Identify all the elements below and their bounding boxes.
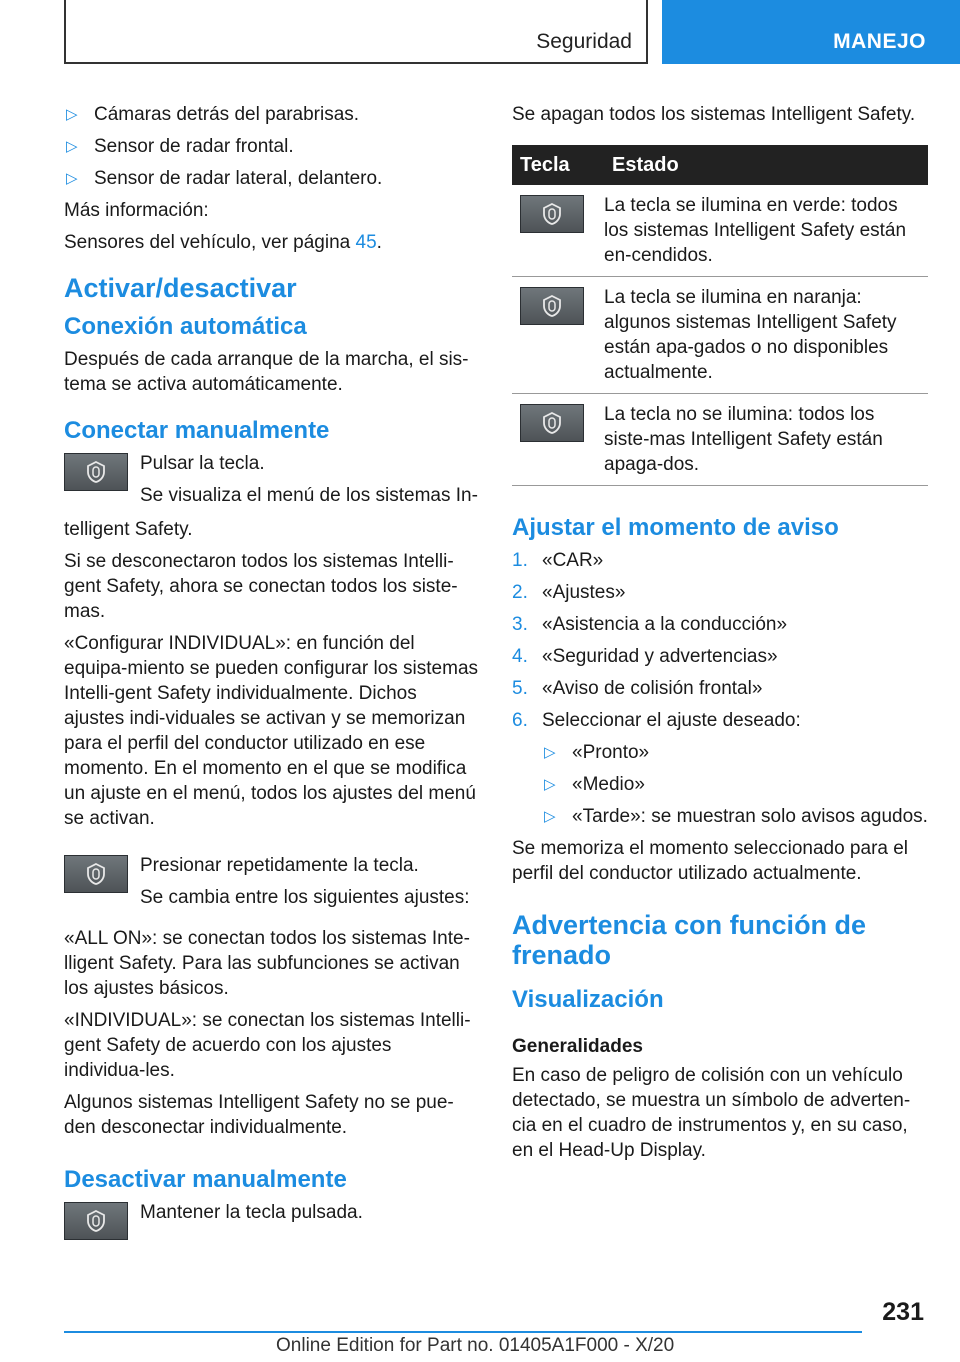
triangle-right-icon: ▷ [544,744,556,761]
triangle-right-icon: ▷ [66,138,78,155]
intelligent-safety-key-icon [520,404,584,442]
repeat-step-2: Se cambia entre los siguientes ajustes: [140,887,470,908]
triangle-right-icon: ▷ [66,106,78,123]
triangle-right-icon: ▷ [544,776,556,793]
table-row [512,185,928,277]
table-header-key: Tecla [512,145,604,185]
key-status-table [512,145,928,486]
heading-warning: Advertencia con función de frenado [512,910,867,970]
intelligent-safety-key-icon [520,195,584,233]
left-column [64,102,478,1273]
intelligent-safety-key-icon [64,1202,128,1240]
table-header-status: Estado [604,145,928,185]
manual-on-step-1: Pulsar la tecla. [140,453,265,474]
repeat-key-row [64,853,478,919]
memorize-text: Se memoriza el momento seleccionado para el perfil del conductor utilizado actualmente. [512,838,909,884]
manual-on-key-row [64,451,478,517]
manual-on-step-2-start: Se visualiza el menú de los sistemas In- [140,485,478,506]
list-item: 5. «Aviso de colisión frontal» [512,678,763,699]
list-item: 1. «CAR» [512,550,604,571]
intelligent-safety-key-icon [64,453,128,491]
footer-divider [64,1331,862,1333]
triangle-right-icon: ▷ [544,808,556,825]
individual-text: «INDIVIDUAL»: se conectan los sistemas Intelli-gent Safety de acuerdo con los ajustes individua-les. [64,1010,471,1081]
status-cell: La tecla se ilumina en naranja: algunos sistemas Intelligent Safety están apa-gados o no disponibles actualmente. [604,277,928,394]
list-item: ▷ Sensor de radar frontal. [66,136,294,157]
sensor-list [64,102,478,191]
table-row [512,277,928,394]
page-link[interactable]: 45 [355,232,377,253]
footer-edition: Online Edition for Part no. 01405A1F000 - X/20 [276,1335,675,1356]
status-cell: La tecla no se ilumina: todos los siste-mas Intelligent Safety están apaga-dos. [604,394,928,486]
intro-text: Se apagan todos los sistemas Intelligent Safety. [512,104,916,125]
table-row [512,394,928,486]
auto-text: Después de cada arranque de la marcha, el sis-tema se activa automáticamente. [64,349,469,395]
header-section-box [64,0,648,64]
some-systems-text: Algunos sistemas Intelligent Safety no se pue-den desconectar individualmente. [64,1092,454,1138]
general-text: En caso de peligro de colisión con un vehículo detectado, se muestra un símbolo de adverten-cia en el cuadro de instrumentos y, en su caso, en el Head-Up Display. [512,1065,911,1161]
right-column [512,102,928,1170]
manual-on-step-2-cont: telligent Safety. [64,519,193,540]
section-title: Seguridad [536,30,632,53]
more-info-label: Más información: [64,200,209,221]
heading-adjust: Ajustar el momento de aviso [512,514,839,541]
manual-on-paragraph-1: Si se desconectaron todos los sistemas Intelli-gent Safety, ahora se conectan todos los siste-mas. [64,551,458,622]
header-chapter-tab[interactable] [662,0,960,64]
manual-off-step-1: Mantener la tecla pulsada. [140,1202,363,1223]
manual-off-key-row [64,1200,478,1266]
triangle-right-icon: ▷ [66,170,78,187]
page-number: 231 [882,1298,924,1326]
list-item: 2. «Ajustes» [512,582,626,603]
repeat-step-1: Presionar repetidamente la tecla. [140,855,419,876]
heading-display: Visualización [512,986,664,1013]
heading-auto: Conexión automática [64,313,307,340]
intelligent-safety-key-icon [64,855,128,893]
list-item: 4. «Seguridad y advertencias» [512,646,778,667]
heading-general: Generalidades [512,1036,643,1057]
status-cell: La tecla se ilumina en verde: todos los sistemas Intelligent Safety están en-cendidos. [604,185,928,277]
list-item: ▷ «Pronto» [544,742,650,763]
heading-manual-off: Desactivar manualmente [64,1166,347,1193]
list-item: ▷ Cámaras detrás del parabrisas. [66,104,360,125]
intelligent-safety-key-icon [520,287,584,325]
heading-manual-on: Conectar manualmente [64,417,330,444]
heading-activate: Activar/desactivar [64,273,297,303]
list-item: 3. «Asistencia a la conducción» [512,614,788,635]
all-on-text: «ALL ON»: se conectan todos los sistemas Inte-lligent Safety. Para las subfunciones se activan los ajustes básicos. [64,928,470,999]
sensors-reference: Sensores del vehículo, ver página 45. [64,232,382,253]
adjust-steps [512,548,928,829]
chapter-title: MANEJO [833,30,926,53]
list-item: ▷ Sensor de radar lateral, delantero. [66,168,383,189]
list-item: ▷ «Tarde»: se muestran solo avisos agudos. [544,806,928,827]
list-item: ▷ «Medio» [544,774,645,795]
manual-on-paragraph-2: «Configurar INDIVIDUAL»: en función del equipa-miento se pueden configurar los sistemas Intelli-gent Safety individualmente. Dichos ajustes indi-viduales se activan y se memorizan para el perfil del conductor utilizado en ese momento. En el momento en el que se modifica un ajuste en el menú, todos los ajustes del menú se activan. [64,633,479,829]
timing-options [542,740,928,829]
list-item: 6. Seleccionar el ajuste deseado: ▷ «Pronto» ▷ «Medio» ▷ «Tarde»: se muestran solo avisos agudos. [512,710,928,827]
